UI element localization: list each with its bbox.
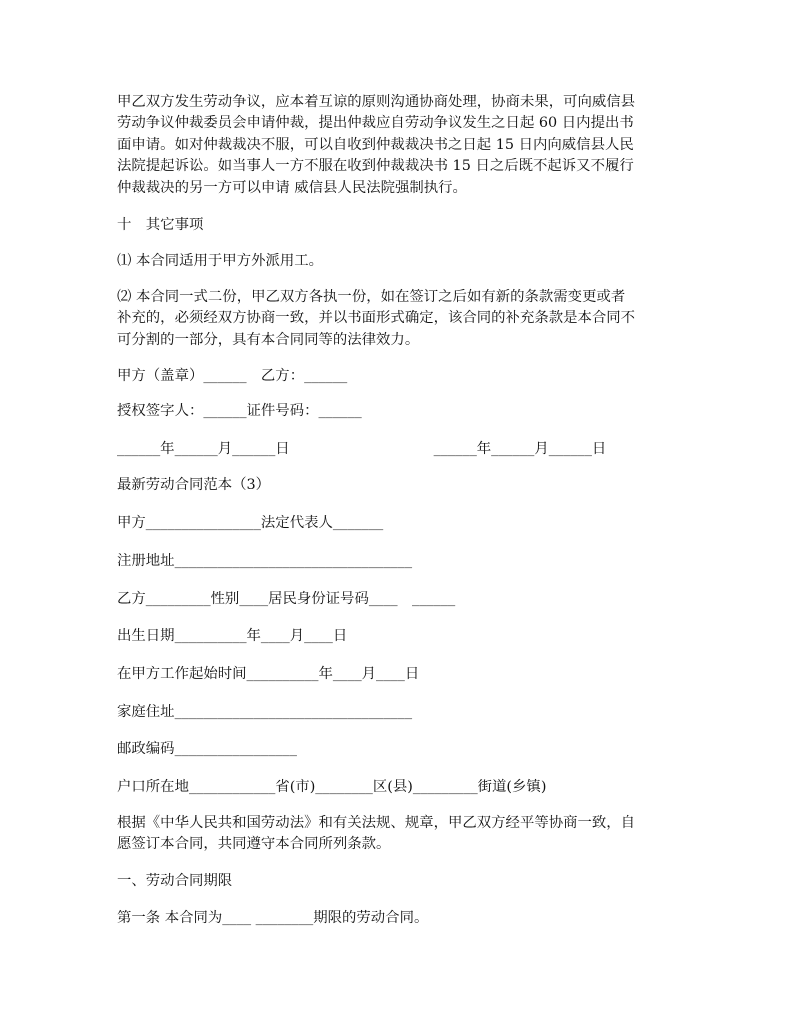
text-line: 根据《中华人民共和国劳动法》和有关法规、规章，甲乙双方经平等协商一致，自 bbox=[117, 814, 636, 831]
text-line: 愿签订本合同，共同遵守本合同所列条款。 bbox=[117, 836, 391, 853]
home-address-field: 家庭住址_________________________________ bbox=[117, 703, 413, 720]
party-b-field: 乙方_________性别____居民身份证号码____ ______ bbox=[117, 590, 456, 607]
document-page bbox=[117, 92, 683, 930]
household-registration-field: 户口所在地____________省(市)________区(县)_________街道(乡镇) bbox=[117, 778, 547, 795]
text-line: 补充的，必须经双方协商一致，并以书面形式确定，该合同的补充条款是本合同不 bbox=[117, 310, 636, 327]
section-one-heading: 一、劳动合同期限 bbox=[117, 872, 233, 889]
template-title: 最新劳动合同范本（3） bbox=[117, 477, 271, 494]
text-line: 面申请。如对仲裁裁决不服，可以自收到仲裁裁决书之日起 15 日内向威信县人民 bbox=[117, 136, 634, 153]
postal-code-field: 邮政编码_________________ bbox=[117, 741, 297, 758]
item-one: ⑴ 本合同适用于甲方外派用工。 bbox=[117, 253, 324, 270]
start-date-field: 在甲方工作起始时间__________年____月____日 bbox=[117, 666, 420, 683]
birth-date-field: 出生日期__________年____月____日 bbox=[117, 627, 348, 644]
text-line: 劳动争议仲裁委员会申请仲裁，提出仲裁应自劳动争议发生之日起 60 日内提出书 bbox=[117, 115, 634, 132]
party-a-field: 甲方________________法定代表人_______ bbox=[117, 514, 384, 531]
arbitration-paragraph bbox=[117, 92, 683, 199]
text-line: ⑵ 本合同一式二份，甲乙双方各执一份，如在签订之后如有新的条款需变更或者 bbox=[117, 288, 626, 305]
text-line: 甲乙双方发生劳动争议，应本着互谅的原则沟通协商处理，协商未果，可向威信县 bbox=[117, 94, 636, 110]
item-two-paragraph bbox=[117, 287, 683, 351]
article-one: 第一条 本合同为____ ________期限的劳动合同。 bbox=[117, 910, 429, 927]
text-line: 可分割的一部分，具有本合同同等的法律效力。 bbox=[117, 331, 420, 348]
registered-address-field: 注册地址_________________________________ bbox=[117, 553, 413, 570]
signature-line: 甲方（盖章）______ 乙方：______ bbox=[117, 368, 348, 385]
preamble-paragraph bbox=[117, 813, 683, 856]
authorized-signer-line: 授权签字人：______证件号码：______ bbox=[117, 403, 362, 420]
text-line: 法院提起诉讼。如当事人一方不服在收到仲裁裁决书 15 日之后既不起诉又不履行 bbox=[117, 158, 634, 175]
date-line: ______年______月______日 ______年______月______日 bbox=[117, 440, 607, 457]
text-line: 仲裁裁决的另一方可以申请 威信县人民法院强制执行。 bbox=[117, 179, 467, 196]
section-ten-heading: 十 其它事项 bbox=[117, 217, 204, 234]
